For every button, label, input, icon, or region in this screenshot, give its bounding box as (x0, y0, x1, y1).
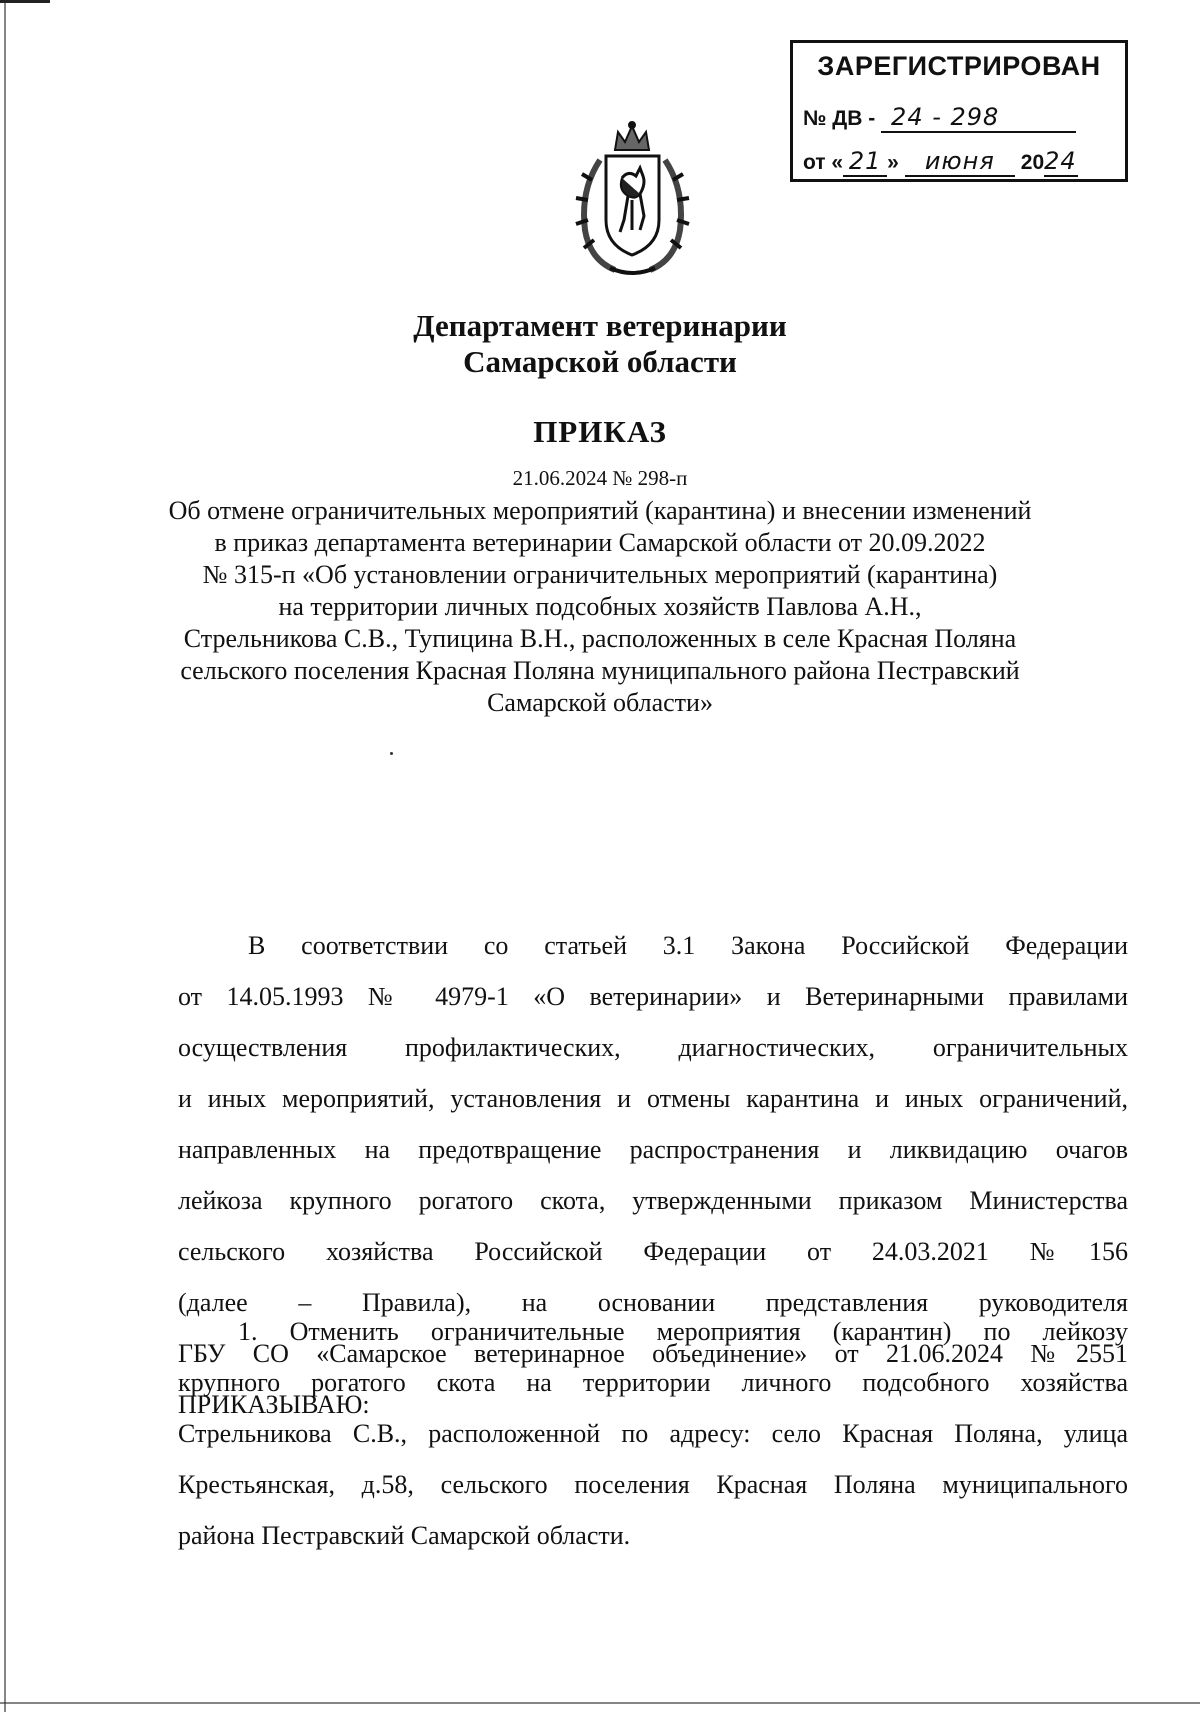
stamp-year-underline (1044, 147, 1078, 177)
body-line: района Пестравский Самарской области. (178, 1521, 631, 1550)
department-line-1: Департамент ветеринарии (413, 308, 787, 343)
stamp-number-value: 24 - 298 (891, 103, 1000, 131)
body-line: (далее – Правила), на основании представления руководителя (178, 1288, 1128, 1317)
stamp-month: июня (924, 147, 995, 175)
stamp-year-prefix: 20 (1020, 151, 1045, 174)
body-line: сельского хозяйства Российской Федерации от 24.03.2021 №156 (178, 1237, 1128, 1266)
stamp-day: 21 (848, 147, 882, 175)
stamp-date-mid: » (887, 151, 899, 174)
document-type: ПРИКАЗ (533, 414, 667, 449)
body-line: от 14.05.1993 № 4979-1 «О ветеринарии» и Ветеринарными правилами (178, 982, 1128, 1011)
stamp-month-underline (905, 147, 1015, 177)
stamp-number-line (803, 103, 1076, 133)
body-line: ГБУ СО «Самарское ветеринарное объединение» от 21.06.2024 №2551 (178, 1339, 1128, 1368)
stamp-number-underline (881, 103, 1076, 133)
body-line: и иных мероприятий, установления и отмены карантина и иных ограничений, (178, 1084, 1128, 1113)
subject-line: № 315-п «Об установлении ограничительных мероприятий (карантина) (202, 560, 998, 589)
stamp-title: ЗАРЕГИСТРИРОВАН (817, 51, 1101, 81)
body-line: направленных на предотвращение распространения и ликвидацию очагов (178, 1135, 1128, 1164)
document-subject (0, 495, 1200, 719)
subject-line: сельского поселения Красная Поляна муниципального района Пестравский (180, 656, 1020, 685)
order-directive: ПРИКАЗЫВАЮ: (178, 1390, 370, 1419)
subject-line: Стрельникова С.В., Тупицина В.Н., расположенных в селе Красная Поляна (183, 624, 1017, 653)
item-1-paragraph (178, 1306, 1128, 1561)
body-line: 1. Отменить ограничительные мероприятия (карантин) по лейкозу (238, 1317, 1128, 1346)
department-line-2: Самарской области (463, 344, 737, 379)
body-line: В соответствии со статьей 3.1 Закона Российской Федерации (248, 931, 1128, 960)
body-line: Крестьянская, д.58, сельского поселения Красная Поляна муниципального (178, 1470, 1128, 1499)
stamp-date-line (803, 147, 1078, 177)
body-line: осуществления профилактических, диагностических, ограничительных (178, 1033, 1128, 1062)
body-line: Стрельникова С.В., расположенной по адресу: село Красная Поляна, улица (178, 1419, 1128, 1448)
scan-edge-top (0, 0, 50, 3)
stamp-year-suffix: 24 (1044, 147, 1077, 175)
subject-line: Самарской области» (487, 688, 713, 717)
subject-line: Об отмене ограничительных мероприятий (карантина) и внесении изменений (168, 496, 1032, 525)
stamp-date-prefix: от « (803, 151, 844, 174)
body-line: лейкоза крупного рогатого скота, утвержденными приказом Министерства (178, 1186, 1128, 1215)
stamp-number-label: № ДВ - (803, 107, 876, 130)
scan-edge-left (4, 0, 6, 1712)
department-name (0, 308, 1200, 380)
scan-edge-bottom (0, 1702, 1200, 1704)
registration-stamp (790, 40, 1128, 182)
document-date-number: 21.06.2024 № 298-п (512, 466, 688, 490)
samara-coat-of-arms-icon (570, 120, 695, 280)
scan-speck (390, 752, 393, 755)
body-line: крупного рогатого скота на территории личного подсобного хозяйства (178, 1368, 1128, 1397)
stamp-day-underline (843, 147, 887, 177)
subject-line: в приказ департамента ветеринарии Самарской области от 20.09.2022 (214, 528, 986, 557)
subject-line: на территории личных подсобных хозяйств Павлова А.Н., (278, 592, 922, 621)
